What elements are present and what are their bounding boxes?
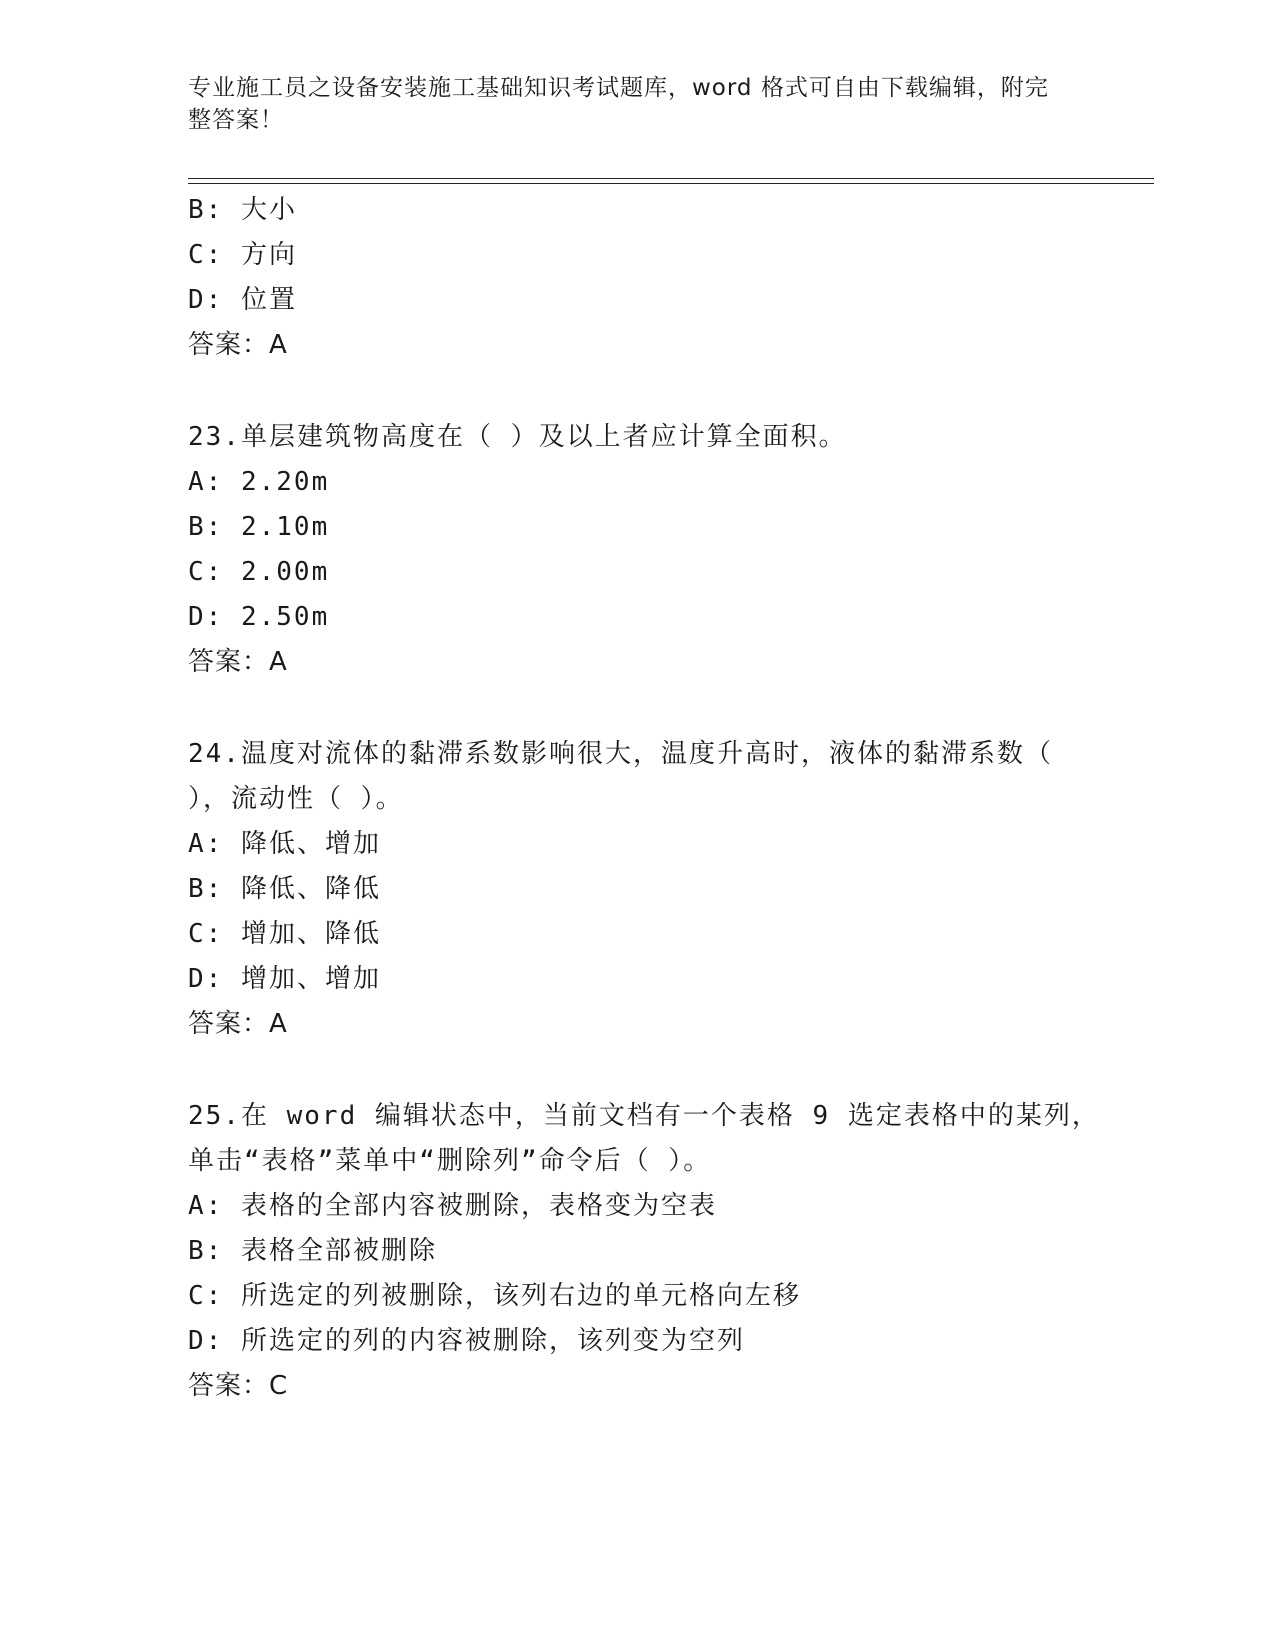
q23-option-d: D: 2.50m — [188, 602, 330, 632]
q24-answer: 答案：A — [188, 1009, 288, 1039]
q23-option-a: A: 2.20m — [188, 467, 330, 497]
header-divider-bottom — [188, 183, 1154, 184]
header-title-line1: 专业施工员之设备安装施工基础知识考试题库，word 格式可自由下载编辑，附完 — [188, 75, 1049, 101]
q23-option-b: B: 2.10m — [188, 512, 330, 542]
q25-stem-line1: 25.在 word 编辑状态中，当前文档有一个表格 9 选定表格中的某列， — [188, 1101, 1100, 1131]
q23-option-c: C: 2.00m — [188, 557, 330, 587]
q24-option-a: A: 降低、增加 — [188, 829, 381, 859]
q24-stem-line1: 24.温度对流体的黏滞系数影响很大，温度升高时，液体的黏滞系数（ — [188, 739, 1053, 769]
q24-option-b: B: 降低、降低 — [188, 874, 381, 904]
q24-option-c: C: 增加、降低 — [188, 919, 381, 949]
document-header — [188, 72, 1068, 136]
q23-stem: 23.单层建筑物高度在（ ）及以上者应计算全面积。 — [188, 422, 847, 452]
q22-option-b: B: 大小 — [188, 195, 297, 225]
q25-option-a: A: 表格的全部内容被删除，表格变为空表 — [188, 1191, 717, 1221]
q25-answer: 答案：C — [188, 1371, 289, 1401]
q23-answer: 答案：A — [188, 647, 288, 677]
q24-option-d: D: 增加、增加 — [188, 964, 381, 994]
q22-option-c: C: 方向 — [188, 240, 297, 270]
q25-option-b: B: 表格全部被删除 — [188, 1236, 437, 1266]
q25-option-c: C: 所选定的列被删除，该列右边的单元格向左移 — [188, 1281, 801, 1311]
q25-option-d: D: 所选定的列的内容被删除，该列变为空列 — [188, 1326, 745, 1356]
header-title-line2: 整答案！ — [188, 107, 284, 133]
q22-answer: 答案：A — [188, 330, 288, 360]
header-divider-top — [188, 178, 1154, 179]
q24-stem-line2: ），流动性（ ）。 — [188, 784, 404, 814]
q25-stem-line2: 单击“表格”菜单中“删除列”命令后（ ）。 — [188, 1146, 712, 1176]
q22-option-d: D: 位置 — [188, 285, 297, 315]
